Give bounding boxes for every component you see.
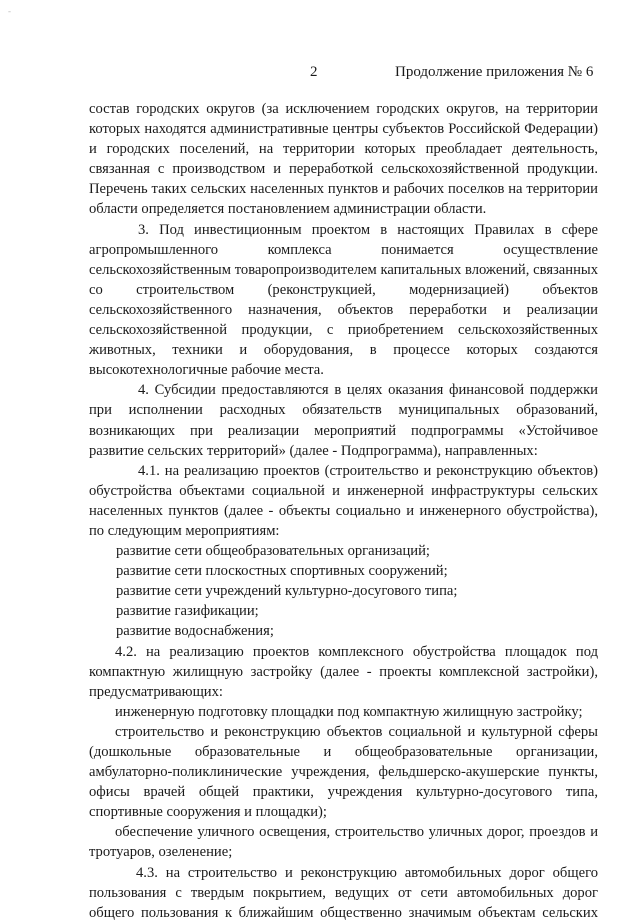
list-item: развитие сети общеобразовательных организаций; <box>116 543 430 560</box>
paragraph-urban-districts: состав городских округов (за исключением городских округов, на территории которых находятся административные центры субъектов Российской Федерации) и городских поселений, на территории которых преобладает деятельность, связанная с производством и переработкой сельскохозяйственной продукции. Перечень таких сельских населенных пунктов и рабочих поселков на территории области определяется постановлением администрации области. <box>89 101 598 218</box>
paragraph-3-investment-project: 3. Под инвестиционным проектом в настоящих Правилах в сфере агропромышленного комплекса понимается осуществление сельскохозяйственным товаропроизводителем капитальных вложений, связанных со строительством (реконструкцией, модернизацией) объектов сельскохозяйственного назначения, объектов переработки и реализации сельскохозяйственной продукции, с приобретением сельскохозяйственных животных, техники и оборудования, в процессе которых создаются высокотехнологичные рабочие места. <box>89 221 598 379</box>
list-item: развитие сети учреждений культурно-досугового типа; <box>116 583 458 600</box>
paragraph-4-subsidies: 4. Субсидии предоставляются в целях оказания финансовой поддержки при исполнении расходных обязательств муниципальных образований, возникающих при реализации мероприятий подпрограммы «Устойчивое развитие сельских территорий» (далее - Подпрограмма), направленных: <box>89 382 598 459</box>
document-body <box>89 99 598 923</box>
paragraph-4-2-complex-development: 4.2. на реализацию проектов комплексного обустройства площадок под компактную жилищную застройку (далее - проекты комплексной застройки), предусматривающих: <box>89 643 598 700</box>
page-number: 2 <box>310 64 318 80</box>
list-item: развитие газификации; <box>116 603 259 620</box>
list-item: инженерную подготовку площадки под компактную жилищную застройку; <box>115 703 583 720</box>
appendix-continuation-header: Продолжение приложения № 6 <box>395 64 594 80</box>
list-item: развитие сети плоскостных спортивных сооружений; <box>116 563 448 580</box>
corner-mark: - <box>8 6 11 16</box>
list-item: развитие водоснабжения; <box>116 623 274 640</box>
paragraph-4-3-roads: 4.3. на строительство и реконструкцию автомобильных дорог общего пользования с твердым покрытием, ведущих от сети автомобильных дорог общего пользования к ближайшим общественно значимым объектам сельских <box>89 864 598 921</box>
list-item: строительство и реконструкцию объектов социальной и культурной сферы (дошкольные образовательные и общеобразовательные организации, амбулаторно-поликлинические учреждения, фельдшерско-акушерские пункты, офисы врачей общей практики, учреждения культурно-досугового типа, спортивные сооружения и площадки); <box>89 723 598 821</box>
paragraph-4-1-projects: 4.1. на реализацию проектов (строительство и реконструкцию объектов) обустройства объектами социальной и инженерной инфраструктуры сельских населенных пунктов (далее - объекты социально и инженерного обустройства), по следующим мероприятиям: <box>89 462 598 539</box>
list-item: обеспечение уличного освещения, строительство уличных дорог, проездов и тротуаров, озеленение; <box>89 824 598 861</box>
